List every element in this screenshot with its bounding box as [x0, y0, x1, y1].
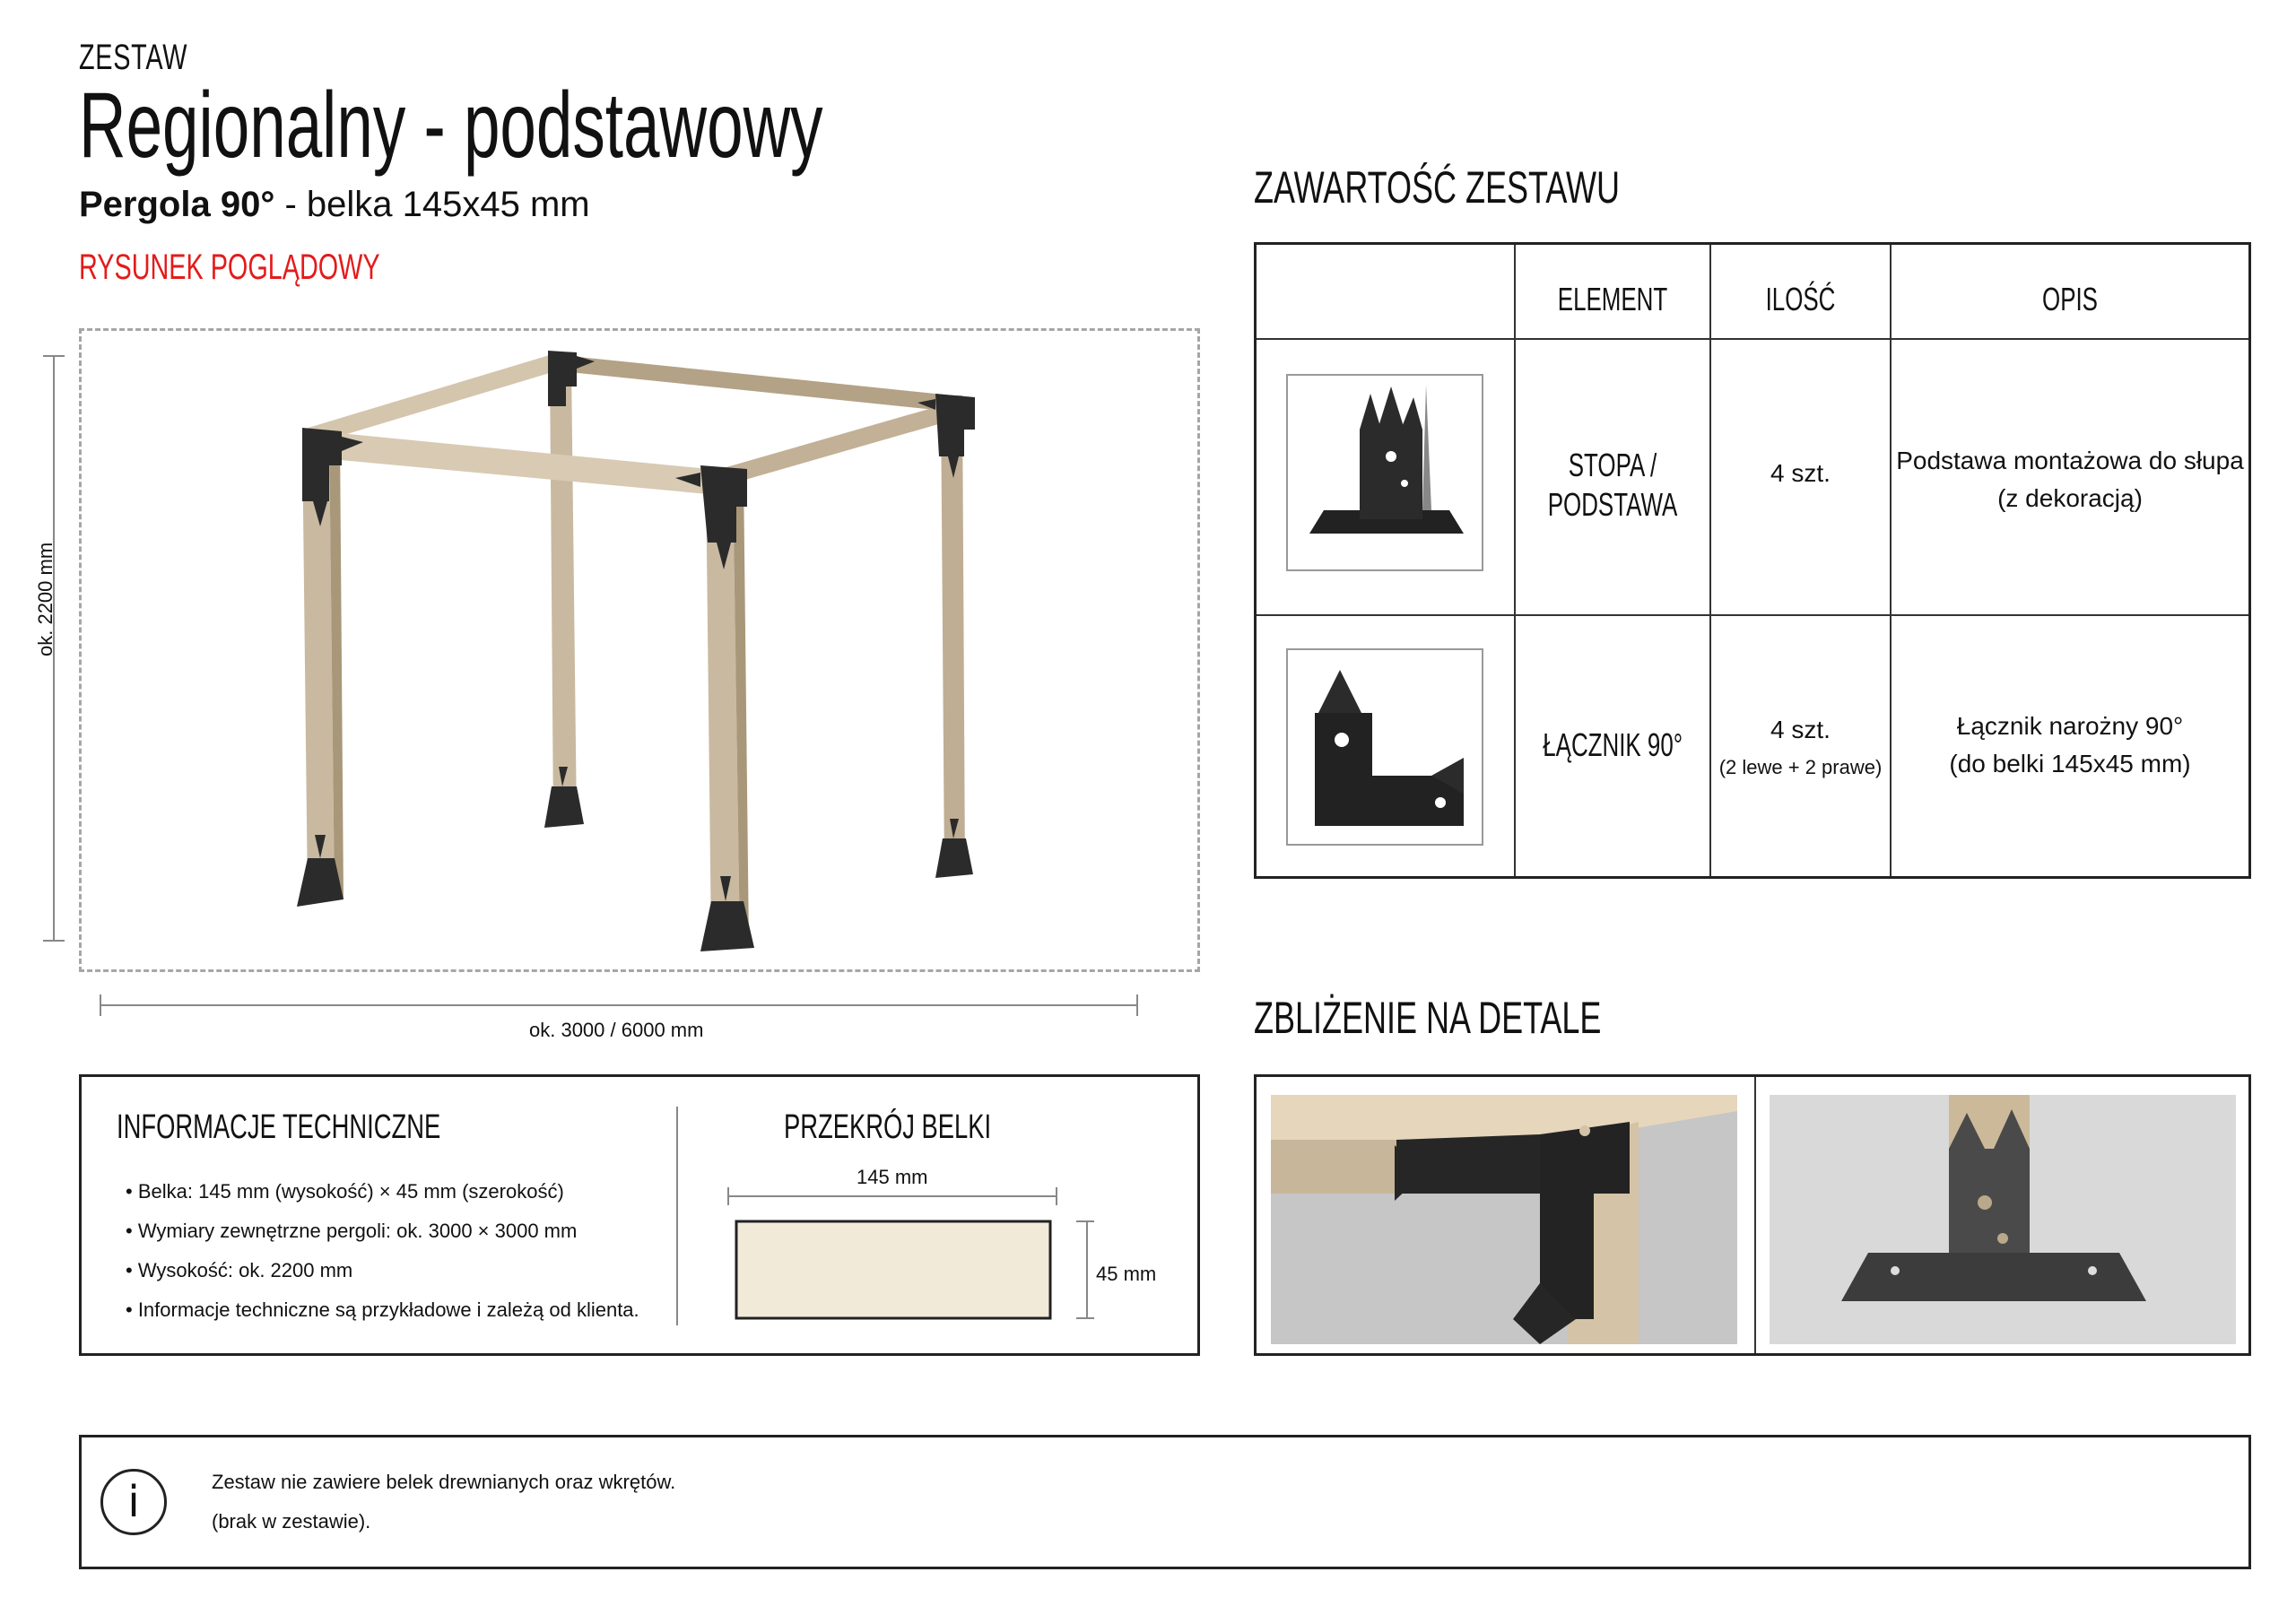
row-qty-note: (2 lewe + 2 prawe): [1718, 756, 1883, 778]
note-panel: [79, 1435, 2251, 1569]
post-base-icon: [1286, 374, 1483, 571]
row-description: [1892, 442, 2248, 517]
header-qty: ILOŚĆ: [1765, 281, 1836, 317]
height-label: ok. 2200 mm: [34, 542, 57, 656]
details-title: ZBLIŻENIE NA DETALE: [1254, 993, 1602, 1043]
page-subtitle: [79, 185, 590, 225]
kit-kicker: ZESTAW: [79, 38, 188, 77]
page-title: Regionalny - podstawowy: [79, 74, 823, 178]
beam-section-title: PRZEKRÓJ BELKI: [784, 1108, 992, 1146]
description-line: Łącznik narożny 90°: [1956, 712, 2184, 740]
drawing-label: RYSUNEK POGLĄDOWY: [79, 248, 380, 287]
tech-item: • Wysokość: ok. 2200 mm: [126, 1259, 353, 1281]
width-label: ok. 3000 / 6000 mm: [529, 1019, 704, 1041]
corner-bracket-icon: [1286, 648, 1483, 846]
subtitle-beam: - belka 145x45 mm: [274, 185, 590, 224]
element-line: ŁĄCZNIK 90°: [1543, 726, 1683, 763]
description-line: (do belki 145x45 mm): [1949, 750, 2191, 777]
description-line: (z dekoracją): [1997, 484, 2143, 512]
row-element-name: [1543, 446, 1683, 525]
row-qty: 4 szt.: [1770, 716, 1831, 743]
element-line: PODSTAWA: [1547, 486, 1678, 523]
tech-divider: [676, 1107, 678, 1325]
tech-item: • Informacje techniczne są przykładowe i zależą od klienta.: [126, 1298, 639, 1321]
table-divider: [1257, 338, 2248, 340]
row-element-name: [1543, 725, 1683, 765]
contents-table: [1254, 242, 2251, 879]
row-description: [1892, 708, 2248, 783]
tech-item: • Belka: 145 mm (wysokość) × 45 mm (szerokość): [126, 1180, 564, 1203]
header-description: OPIS: [2042, 281, 2098, 317]
description-line: Podstawa montażowa do słupa: [1896, 447, 2244, 474]
beam-section-height: 45 mm: [1096, 1263, 1157, 1285]
pergola-drawing-frame: [79, 328, 1200, 972]
technical-info-title: INFORMACJE TECHNICZNE: [117, 1108, 441, 1146]
beam-section-width: 145 mm: [857, 1166, 928, 1188]
row-qty: 4 szt.: [1770, 459, 1831, 487]
element-line: STOPA /: [1568, 447, 1657, 483]
header-element: ELEMENT: [1557, 281, 1668, 317]
contents-title: ZAWARTOŚĆ ZESTAWU: [1254, 162, 1621, 213]
width-dimension-line: [97, 992, 1141, 1019]
table-divider: [1257, 614, 2248, 616]
pergola-illustration: [82, 331, 1197, 969]
tech-item: • Wymiary zewnętrzne pergoli: ok. 3000 × 3000 mm: [126, 1220, 578, 1242]
subtitle-product: Pergola 90°: [79, 185, 275, 224]
details-divider: [1754, 1077, 1756, 1353]
note-text: Zestaw nie zawiere belek drewnianych oraz wkrętów.: [212, 1471, 676, 1493]
details-panel: [1254, 1074, 2251, 1356]
note-text: (brak w zestawie).: [212, 1510, 371, 1533]
detail-bracket-photo: [1271, 1095, 1737, 1344]
detail-base-photo: [1770, 1095, 2236, 1344]
info-icon: i: [100, 1469, 167, 1535]
beam-cross-section: [718, 1157, 1094, 1327]
